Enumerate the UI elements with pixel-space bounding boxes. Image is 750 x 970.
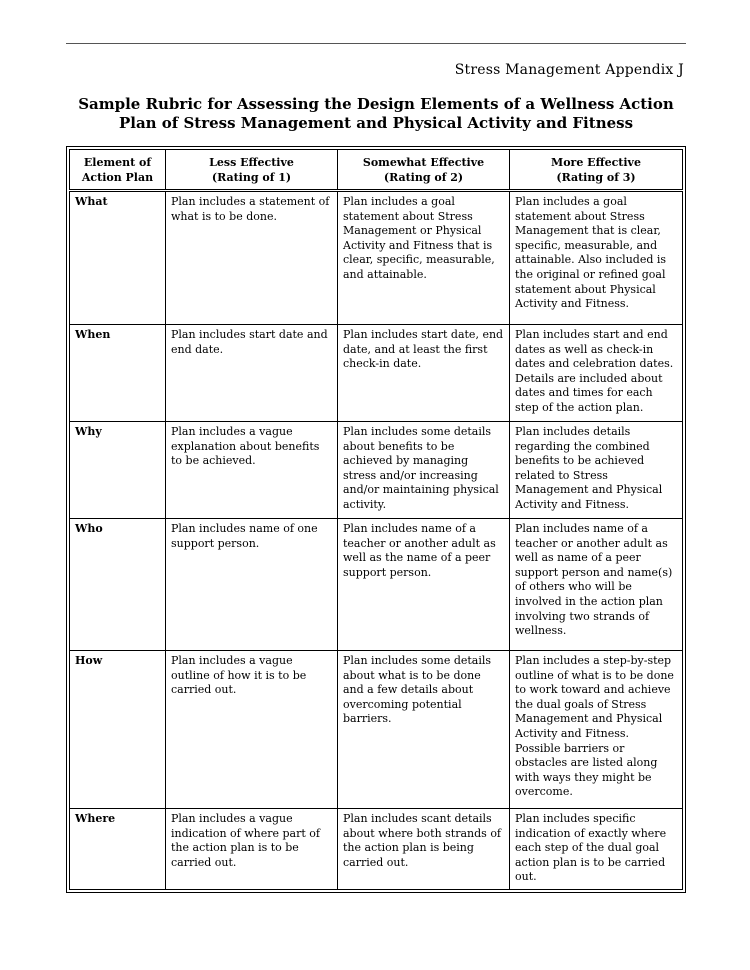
- cell-more: Plan includes details regarding the combined benefits to be achieved related to Stress Management and Physical Activity and Fitness.: [510, 422, 683, 519]
- table-header-row: [70, 150, 683, 191]
- cell-more: Plan includes specific indication of exactly where each step of the dual goal action plan is to be carried out.: [510, 809, 683, 890]
- header-element: Element of Action Plan: [70, 150, 166, 191]
- rubric-table-frame: [66, 146, 686, 893]
- row-element-how: How: [70, 651, 166, 809]
- cell-less: Plan includes a vague indication of where part of the action plan is to be carried out.: [166, 809, 338, 890]
- row-element-where: Where: [70, 809, 166, 890]
- cell-less: Plan includes name of one support person.: [166, 519, 338, 651]
- table-row: [70, 519, 683, 651]
- cell-more: Plan includes a step-by-step outline of what is to be done to work toward and achieve the dual goals of Stress Management and Physical Activity and Fitness. Possible barriers or obstacles are listed along with ways they might be overcome.: [510, 651, 683, 809]
- cell-less: Plan includes start date and end date.: [166, 325, 338, 422]
- title-line-1: Sample Rubric for Assessing the Design Elements of a Wellness Action: [78, 95, 674, 113]
- table-row: [70, 809, 683, 890]
- row-element-who: Who: [70, 519, 166, 651]
- rubric-table: [69, 149, 683, 890]
- cell-somewhat: Plan includes name of a teacher or another adult as well as the name of a peer support person.: [338, 519, 510, 651]
- cell-somewhat: Plan includes some details about benefits to be achieved by managing stress and/or increasing and/or maintaining physical activity.: [338, 422, 510, 519]
- row-element-what: What: [70, 191, 166, 325]
- table-row: [70, 191, 683, 325]
- cell-somewhat: Plan includes scant details about where both strands of the action plan is being carried out.: [338, 809, 510, 890]
- cell-somewhat: Plan includes a goal statement about Stress Management or Physical Activity and Fitness that is clear, specific, measurable, and attainable.: [338, 191, 510, 325]
- table-row: [70, 651, 683, 809]
- top-rule: [66, 43, 686, 44]
- cell-less: Plan includes a vague explanation about benefits to be achieved.: [166, 422, 338, 519]
- page-title: [66, 95, 686, 133]
- row-element-when: When: [70, 325, 166, 422]
- cell-somewhat: Plan includes start date, end date, and at least the first check-in date.: [338, 325, 510, 422]
- title-line-2: Plan of Stress Management and Physical Activity and Fitness: [118, 114, 634, 132]
- table-row: [70, 422, 683, 519]
- row-element-why: Why: [70, 422, 166, 519]
- appendix-label: Stress Management Appendix J: [454, 62, 684, 78]
- cell-more: Plan includes a goal statement about Stress Management that is clear, specific, measurable, and attainable. Also included is the original or refined goal statement about Physical Activity and Fitness.: [510, 191, 683, 325]
- table-row: [70, 325, 683, 422]
- header-less-effective: Less Effective (Rating of 1): [166, 150, 338, 191]
- cell-more: Plan includes start and end dates as well as check-in dates and celebration dates. Details are included about dates and times for each step of the action plan.: [510, 325, 683, 422]
- header-somewhat-effective: Somewhat Effective (Rating of 2): [338, 150, 510, 191]
- cell-somewhat: Plan includes some details about what is to be done and a few details about overcoming potential barriers.: [338, 651, 510, 809]
- header-more-effective: More Effective (Rating of 3): [510, 150, 683, 191]
- cell-less: Plan includes a vague outline of how it is to be carried out.: [166, 651, 338, 809]
- cell-more: Plan includes name of a teacher or another adult as well as name of a peer support person and name(s) of others who will be involved in the action plan involving two strands of wellness.: [510, 519, 683, 651]
- cell-less: Plan includes a statement of what is to be done.: [166, 191, 338, 325]
